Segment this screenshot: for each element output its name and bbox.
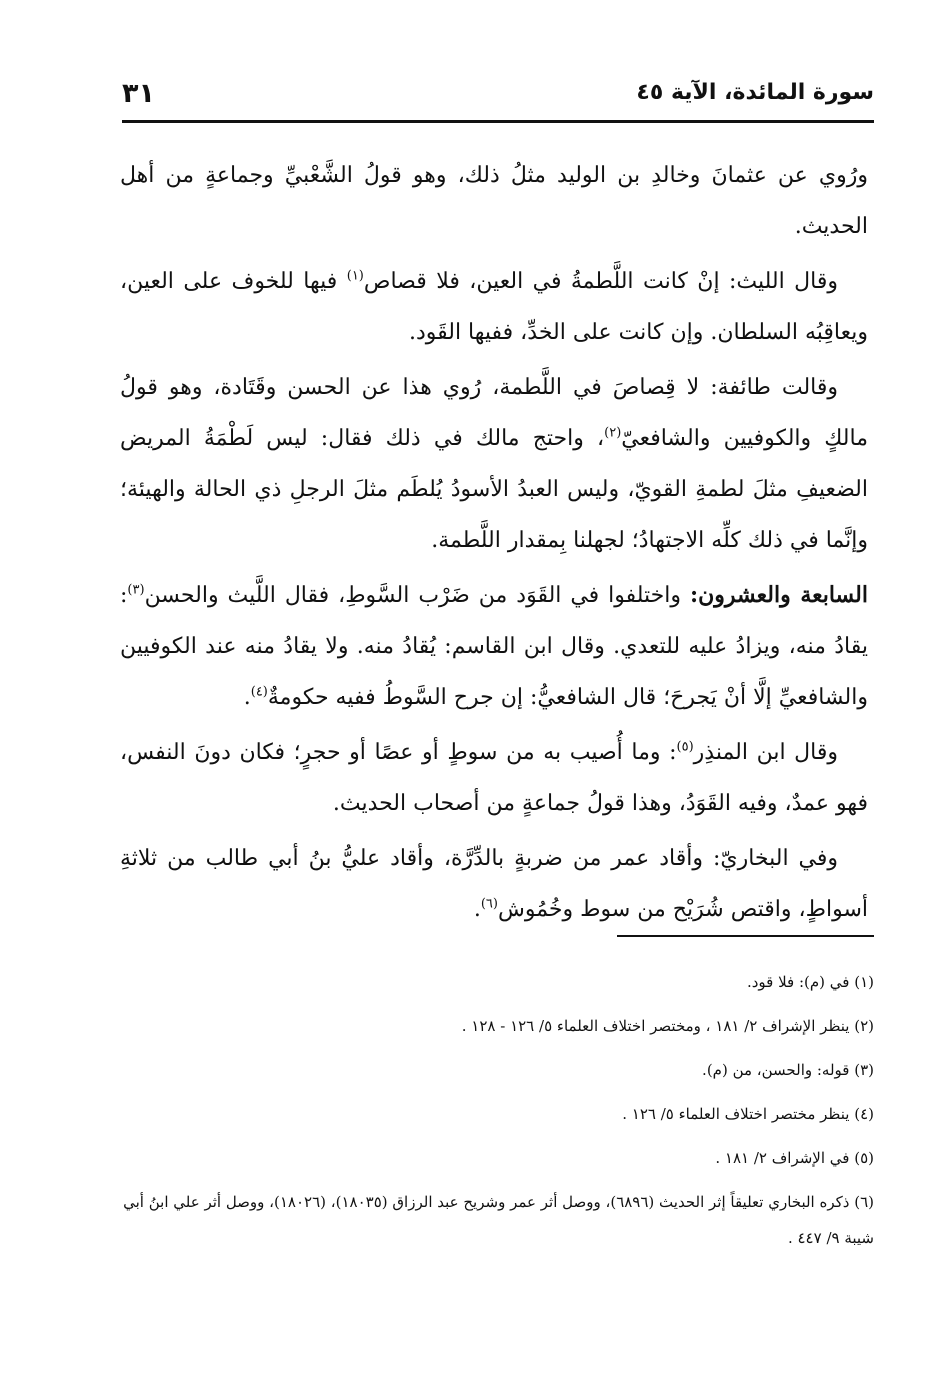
paragraph-6-text-b: .	[473, 897, 481, 922]
running-title: سورة المائدة، الآية ٤٥	[636, 80, 874, 105]
paragraph-3	[120, 362, 868, 566]
page-number: ٣١	[122, 78, 155, 109]
footnote-ref-2: (٢)	[604, 425, 622, 441]
footnote-divider	[617, 935, 874, 937]
paragraph-3-text-b: ، واحتج مالك في ذلك فقال: ليس لَطْمَةُ المريض الضعيفِ مثلَ لطمةِ القويّ، وليس العبدُ الأسودُ يُلطَم مثلَ الرجلِ ذي الحالة والهيئة؛ وإنَّما في ذلك كلِّه الاجتهادُ؛ لجهلنا بِمقدار اللَّطمة.	[120, 426, 868, 553]
paragraph-1	[120, 150, 868, 252]
footnote-6: (٦) ذكره البخاري تعليقاً إثر الحديث (٦٨٩٦)، ووصل أثر عمر وشريح عبد الرزاق (١٨٠٣٥)، (١٨٠٢٦)، ووصل أثر علي ابنُ أبي شيبة ٩/ ٤٤٧ .	[123, 1193, 874, 1247]
paragraph-5	[120, 727, 868, 829]
footnote-ref-1: (١)	[346, 268, 364, 284]
footnote-2: (٢) ينظر الإشراف ٢/ ١٨١ ، ومختصر اختلاف العلماء ٥/ ١٢٦ - ١٢٨ .	[461, 1017, 874, 1035]
paragraph-4-text-b: : يقادُ منه، ويزادُ عليه للتعدي. وقال ابن القاسم: يُقادُ منه. ولا يقادُ منه عند الكوفيين والشافعيِّ إلَّا أنْ يَجرحَ؛ قال الشافعيُّ: إن جرح السَّوطُ ففيه حكومةٌ	[120, 583, 868, 710]
footnote-3: (٣) قوله: والحسن، من (م).	[702, 1061, 874, 1079]
footnote-ref-6: (٦)	[480, 896, 498, 912]
main-text	[120, 150, 868, 939]
paragraph-1-text: ورُوي عن عثمانَ وخالدِ بن الوليد مثلُ ذلك، وهو قولُ الشَّعْبيِّ وجماعةٍ من أهل الحديث.	[120, 163, 868, 239]
paragraph-2	[120, 256, 868, 358]
header-divider	[122, 120, 874, 123]
footnote-1: (١) في (م): فلا قود.	[746, 973, 874, 991]
footnote-4: (٤) ينظر مختصر اختلاف العلماء ٥/ ١٢٦ .	[622, 1105, 874, 1123]
section-heading: السابعة والعشرون:	[689, 582, 868, 608]
paragraph-6	[120, 833, 868, 935]
paragraph-5-text-b: : وما أُصيب به من سوطٍ أو عصًا أو حجرٍ؛ فكان دونَ النفس، فهو عمدٌ، وفيه القَوَدُ، وهذا قولُ جماعةٍ من أصحاب الحديث.	[120, 740, 868, 816]
footnotes	[120, 972, 874, 1279]
footnote-ref-4: (٤)	[250, 684, 268, 700]
paragraph-4-text-c: .	[243, 685, 251, 710]
paragraph-4	[120, 570, 868, 723]
paragraph-2-text-b: فيها للخوف على العين، ويعاقِبُه السلطان. وإن كانت على الخدِّ، ففيها القَود.	[120, 269, 868, 345]
footnote-ref-5: (٥)	[676, 739, 694, 755]
paragraph-3-text-a: وقالت طائفة: لا قِصاصَ في اللَّطمة، رُوي هذا عن الحسن وقَتَادة، وهو قولُ مالكٍ والكوفيين والشافعيّ	[120, 375, 868, 451]
footnote-ref-3: (٣)	[127, 582, 145, 598]
paragraph-2-text-a: وقال الليث: إنْ كانت اللَّطمةُ في العين، فلا قصاص	[363, 269, 838, 294]
footnote-5: (٥) في الإشراف ٢/ ١٨١ .	[715, 1149, 874, 1167]
paragraph-6-text-a: وفي البخاريّ: وأقاد عمر من ضربةٍ بالدِّرَّة، وأقاد عليُّ بنُ أبي طالب من ثلاثةِ أسواطٍ، واقتص شُرَيْح من سوط وخُمُوش	[120, 846, 868, 922]
page-header	[122, 78, 874, 120]
paragraph-4-text-a: واختلفوا في القَوَد من ضَرْب السَّوطِ، فقال اللَّيث والحسن	[144, 583, 690, 608]
paragraph-5-text-a: وقال ابن المنذِر	[693, 740, 838, 765]
